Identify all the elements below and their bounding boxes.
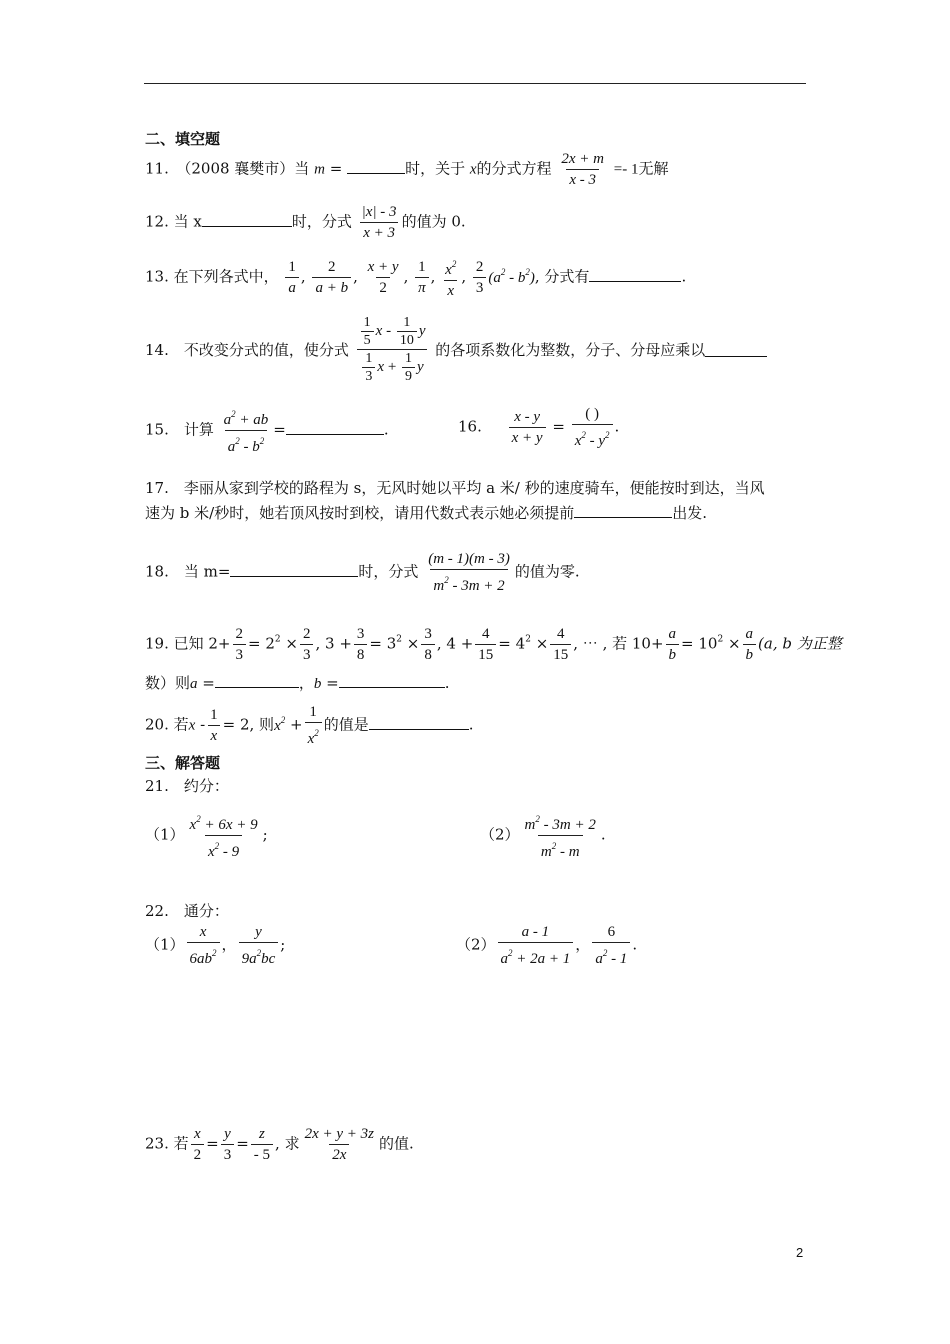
q19-answer-blank-a[interactable] [215,673,299,688]
question-20: 20. 若x - $\frac{1}{x}$ = 2, 则$x^2$ + $\frac{1}{x^2}$ 的值是 . [145,704,474,747]
q12-fraction: $\frac{|x| - 3}{x + 3}$ [361,204,397,241]
question-18: 18. 当 m= 时，分式 $\frac{(m - 1)(m - 3)}{m^2 - 3m + 2}$ 的值为零. [145,551,580,594]
question-17-line-2: 速为 b 米/秒时，她若顶风按时到校，请用代数式表示她必须提前 出发. [145,504,707,522]
q16-answer-blank: ( ) [585,406,599,422]
q15-answer-blank[interactable] [286,420,384,435]
page-number: 2 [796,1245,804,1260]
section-fill-in-heading: 二、填空题 [145,130,221,148]
question-22-title: 22. 通分： [145,902,229,920]
q14-answer-blank[interactable] [705,342,767,357]
question-23: 23. 若 $\frac{x}{2}$ = $\frac{y}{3}$ = $\frac{z}{- 5}$ , 求 $\frac{2x + y + 3z}{2x}$ 的值. [145,1126,414,1163]
q14-complex-fraction: $\frac{1}{5}$ x - $\frac{1}{10}$ y $\frac{1}{3}$ x + $\frac{1}{9}$ y [356,315,429,384]
question-11: 11. （2008 襄樊市）当 m = 时，关于 x的分式方程 $\frac{2x + m}{x - 3}$ =- 1无解 [145,151,669,188]
question-22-part-1: （1） $\frac{x}{6ab^2}$ ， $\frac{y}{9a^2bc}$ ; [145,924,286,967]
question-21-part-1: （1） $\frac{x^2 + 6x + 9}{x^2 - 9}$ ; [145,814,268,860]
q19-answer-blank-b[interactable] [339,673,445,688]
q13-answer-blank[interactable] [589,267,681,282]
q11-fraction: $\frac{2x + m}{x - 3}$ [561,151,604,188]
question-19-line-2: 数）则a = ，b = . [145,674,450,692]
q20-answer-blank[interactable] [369,715,469,730]
question-14: 14. 不改变分式的值，使分式 $\frac{1}{5}$ x - $\frac{1}{10}$ y $\frac{1}{3}$ x + $\frac{1}{9}$ y 的各项系数化为整数，分子、分母应乘以 [145,315,767,384]
q12-answer-blank[interactable] [202,212,292,227]
question-16: 16. $\frac{x - y}{x + y}$ = $\frac{( )}{x^2 - y^2}$ . [458,406,620,449]
question-17-line-1: 17. 李丽从家到学校的路程为 s，无风时她以平均 a 米/ 秒的速度骑车，便能按时到达，当风 [145,479,765,497]
q17-answer-blank[interactable] [574,503,672,518]
header-rule [144,83,806,84]
q11-answer-blank[interactable] [347,159,405,174]
question-21-part-2: （2） $\frac{m^2 - 3m + 2}{m^2 - m}$ . [480,814,606,860]
q18-answer-blank[interactable] [230,562,358,577]
question-13: 13. 在下列各式中， $\frac{1}{a}$ , $\frac{2}{a + b}$ , $\frac{x + y}{2}$ , $\frac{1}{\pi}$ , $\frac{x^2}{x}$ , $\frac{2}{3}$ $(a^2 - b^2)$, 分式有 . [145,259,687,299]
question-22-part-2: （2） $\frac{a - 1}{a^2 + 2a + 1}$ ， $\frac{6}{a^2 - 1}$ . [456,924,638,967]
q11-prefix: 11. （2008 襄樊市）当 [145,159,310,178]
question-15: 15. 计算 $\frac{a^2 + ab}{a^2 - b^2}$ = . [145,409,389,455]
question-12: 12. 当 x 时，分式 $\frac{|x| - 3}{x + 3}$ 的值为 0. [145,204,466,241]
question-19-line-1: 19. 已知 2+ $\frac{2}{3}$ = $2^2$ × $\frac{2}{3}$ , 3 + $\frac{3}{8}$ = $3^2$ × $\frac{3}{8}$ , 4 + $\frac{4}{15}$ = $4^2$ × $\frac{4}{15}$ , ⋯ , 若 10+ $\frac{a}{b}$ = $10^2$ × $\frac{a}{b}$ (a, b 为正整 [145,626,842,663]
question-21-title: 21. 约分： [145,777,229,795]
section-solve-heading: 三、解答题 [145,754,221,772]
